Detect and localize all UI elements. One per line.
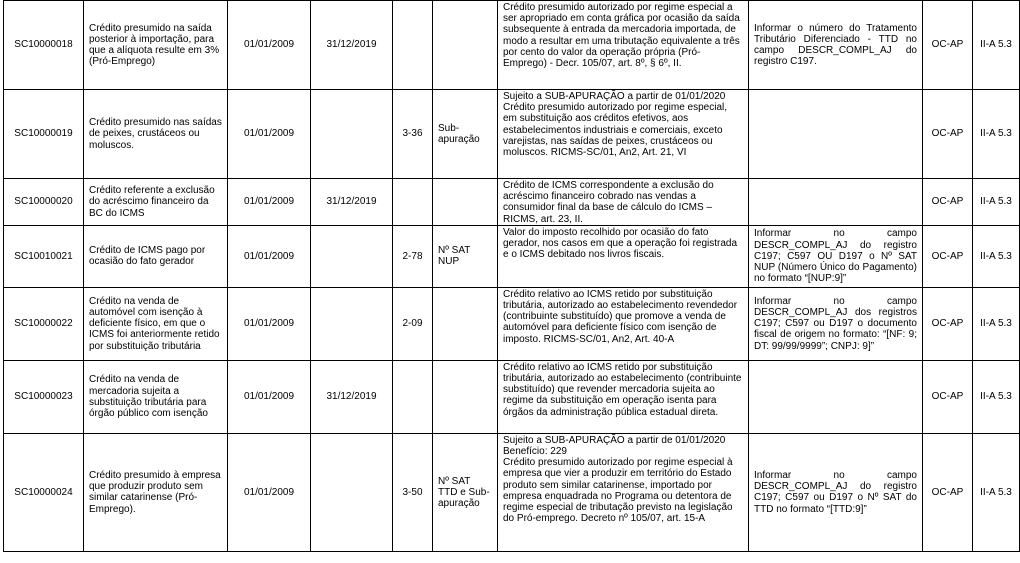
detail-cell [498, 225, 749, 287]
description-cell: Crédito presumido nas saídas de peixes, crustáceos ou moluscos. [84, 90, 228, 179]
detail-cell [498, 1, 749, 90]
origin-cell: OC-AP [923, 433, 973, 551]
reference-cell [393, 1, 433, 90]
reference-cell: 3-50 [393, 433, 433, 551]
description-cell: Crédito presumido à empresa que produzir produto sem similar catarinense (Pró-Emprego). [84, 433, 228, 551]
detail-paragraph: Crédito de ICMS correspondente a exclusão do acréscimo financeiro cobrado nas vendas a consumidor final da base de cálculo do ICMS – RICMS, art. 23, II. [503, 180, 714, 225]
end-date-cell [311, 225, 393, 287]
document-cell: Nº SAT TTD e Sub-apuração [433, 433, 498, 551]
start-date-cell: 01/01/2009 [228, 287, 311, 360]
annex-cell: II-A 5.3 [973, 1, 1020, 90]
code-cell: SC10000024 [4, 433, 84, 551]
detail-paragraph: Crédito relativo ao ICMS retido por substituição tributária, autorizado ao estabelecimento revendedor (contribuinte substituído) que promove a venda de automóvel para deficiente físico com isenção de imposto. RICMS-SC/01, An2, Art. 40-A [503, 288, 738, 345]
code-cell: SC10010021 [4, 225, 84, 287]
reference-cell: 3-36 [393, 90, 433, 179]
code-cell: SC10000020 [4, 179, 84, 226]
table-row [4, 179, 1020, 226]
table-row [4, 360, 1020, 433]
reference-cell [393, 179, 433, 226]
description-cell: Crédito presumido na saída posterior à importação, para que a alíquota resulte em 3% (Pró-Emprego) [84, 1, 228, 90]
end-date-cell [311, 287, 393, 360]
code-cell: SC10000018 [4, 1, 84, 90]
table-body [4, 1, 1020, 552]
detail-paragraph: Crédito presumido autorizado por regime especial, em substituição aos créditos efetivos, aos estabelecimentos industriais e comerciais, exceto varejistas, nas saídas de peixes, crustáceos ou moluscos. RICMS-SC/01, An2, Art. 21, VI [503, 102, 728, 159]
end-date-cell [311, 90, 393, 179]
detail-paragraph: Crédito presumido autorizado por regime especial à empresa que vier a produzir em território do Estado produto sem similar catarinense, importado por empresa enquadrada no Programa ou detentora de regime especial de tributação previsto na legislação do Pró-emprego. Decreto nº 105/07, art. 15-A [503, 457, 733, 525]
detail-paragraph: Benefício: 229 [503, 446, 567, 458]
document-cell: Sub-apuração [433, 90, 498, 179]
start-date-cell: 01/01/2009 [228, 1, 311, 90]
origin-cell: OC-AP [923, 1, 973, 90]
instruction-cell [749, 179, 923, 226]
table-row [4, 287, 1020, 360]
document-cell [433, 287, 498, 360]
end-date-cell: 31/12/2019 [311, 360, 393, 433]
annex-cell: II-A 5.3 [973, 360, 1020, 433]
document-cell [433, 360, 498, 433]
table-row [4, 1, 1020, 90]
start-date-cell: 01/01/2009 [228, 179, 311, 226]
document-cell: Nº SAT NUP [433, 225, 498, 287]
start-date-cell: 01/01/2009 [228, 225, 311, 287]
origin-cell: OC-AP [923, 287, 973, 360]
annex-cell: II-A 5.3 [973, 287, 1020, 360]
reference-cell [393, 360, 433, 433]
start-date-cell: 01/01/2009 [228, 90, 311, 179]
detail-paragraph: Crédito presumido autorizado por regime especial a ser apropriado em conta gráfica por ocasião da saída subsequente à entrada da mercadoria importada, de modo a resultar em uma tributação equivalente a três por cento do valor da operação própria (Pró-Emprego) - Decr. 105/07, art. 8º, § 6º, II. [503, 2, 740, 70]
annex-cell: II-A 5.3 [973, 179, 1020, 226]
instruction-cell: Informar no campo DESCR_COMPL_AJ dos registros C197; C597 ou D197 o documento fiscal de origem no formato: “[NF: 9; DT: 99/99/9999”; CNPJ: 9]” [749, 287, 923, 360]
code-cell: SC10000023 [4, 360, 84, 433]
document-cell [433, 1, 498, 90]
instruction-cell: Informar o número do Tratamento Tributário Diferenciado - TTD no campo DESCR_COMPL_AJ do registro C197. [749, 1, 923, 90]
end-date-cell [311, 433, 393, 551]
instruction-cell [749, 90, 923, 179]
table-row [4, 225, 1020, 287]
instruction-cell: Informar no campo DESCR_COMPL_AJ do registro C197; C597 ou D197 o Nº SAT do TTD no formato “[TTD:9]” [749, 433, 923, 551]
end-date-cell: 31/12/2019 [311, 179, 393, 226]
start-date-cell: 01/01/2009 [228, 433, 311, 551]
detail-cell [498, 360, 749, 433]
instruction-cell [749, 360, 923, 433]
description-cell: Crédito na venda de mercadoria sujeita a substituição tributária para órgão público com isenção [84, 360, 228, 433]
end-date-cell: 31/12/2019 [311, 1, 393, 90]
start-date-cell: 01/01/2009 [228, 360, 311, 433]
table-row [4, 90, 1020, 179]
reference-cell: 2-09 [393, 287, 433, 360]
description-cell: Crédito na venda de automóvel com isenção à deficiente físico, em que o ICMS foi anteriormente retido por substituição tributária [84, 287, 228, 360]
table-row [4, 433, 1020, 551]
detail-cell [498, 179, 749, 226]
origin-cell: OC-AP [923, 179, 973, 226]
description-cell: Crédito referente a exclusão do acréscimo financeiro da BC do ICMS [84, 179, 228, 226]
document-cell [433, 179, 498, 226]
detail-paragraph: Sujeito a SUB-APURAÇÃO a partir de 01/01/2020 [503, 434, 726, 446]
annex-cell: II-A 5.3 [973, 225, 1020, 287]
instruction-cell: Informar no campo DESCR_COMPL_AJ do registro C197; C597 OU D197 o Nº SAT NUP (Número Único do Pagamento) no formato “[NUP:9]” [749, 225, 923, 287]
code-cell: SC10000022 [4, 287, 84, 360]
detail-paragraph: Sujeito a SUB-APURAÇÃO a partir de 01/01/2020 [503, 91, 726, 102]
code-cell: SC10000019 [4, 90, 84, 179]
origin-cell: OC-AP [923, 360, 973, 433]
adjustment-codes-table [3, 0, 1020, 552]
origin-cell: OC-AP [923, 225, 973, 287]
annex-cell: II-A 5.3 [973, 433, 1020, 551]
annex-cell: II-A 5.3 [973, 90, 1020, 179]
detail-cell [498, 90, 749, 179]
detail-paragraph: Crédito relativo ao ICMS retido por substituição tributária, autorizado ao estabelecimento (contribuinte substituído) que revender mercadoria sujeita ao regime da substituição em operação isenta para órgãos da administração pública estadual direta. [503, 361, 742, 418]
reference-cell: 2-78 [393, 225, 433, 287]
description-cell: Crédito de ICMS pago por ocasião do fato gerador [84, 225, 228, 287]
detail-paragraph: Valor do imposto recolhido por ocasião do fato gerador, nos casos em que a operação foi registrada e o ICMS debitado nos livros fiscais. [503, 226, 738, 261]
origin-cell: OC-AP [923, 90, 973, 179]
detail-cell [498, 287, 749, 360]
detail-cell [498, 433, 749, 551]
